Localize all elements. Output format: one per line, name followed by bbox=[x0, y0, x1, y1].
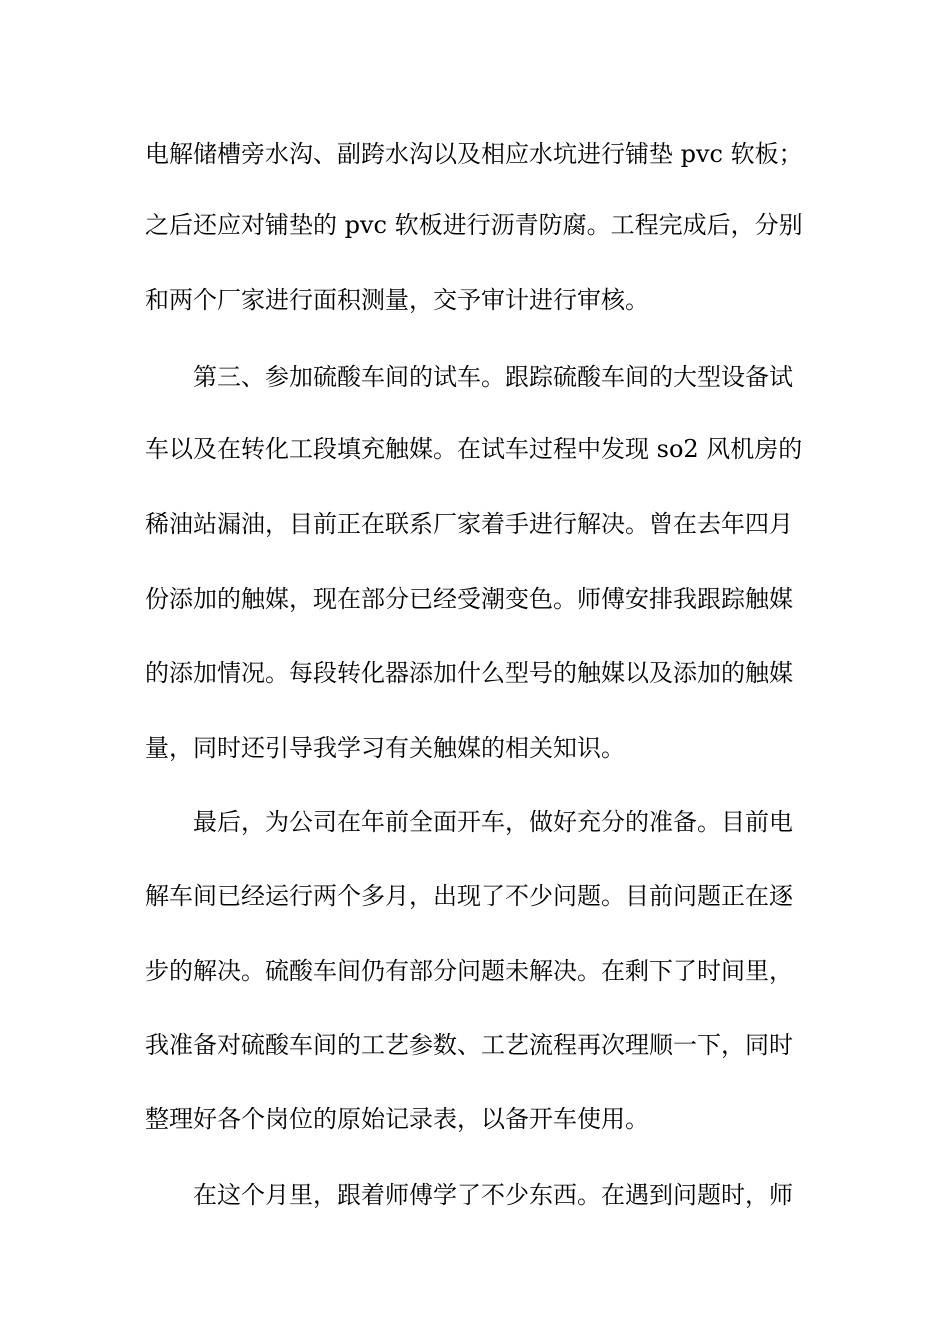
paragraph-start-line: 最后，为公司在年前全面开车，做好充分的准备。目前电 bbox=[193, 808, 793, 836]
text-line: 的添加情况。每段转化器添加什么型号的触媒以及添加的触媒 bbox=[145, 659, 793, 687]
paragraph-start-line: 在这个月里，跟着师傅学了不少东西。在遇到问题时，师 bbox=[193, 1181, 793, 1209]
text-line: 电解储槽旁水沟、副跨水沟以及相应水坑进行铺垫 pvc 软板； bbox=[145, 140, 803, 168]
text-line: 稀油站漏油，目前正在联系厂家着手进行解决。曾在去年四月 bbox=[145, 510, 793, 538]
text-line: 之后还应对铺垫的 pvc 软板进行沥青防腐。工程完成后，分别 bbox=[145, 211, 803, 239]
text-line: 解车间已经运行两个多月，出现了不少问题。目前问题正在逐 bbox=[145, 882, 793, 910]
text-line: 份添加的触媒，现在部分已经受潮变色。师傅安排我跟踪触媒 bbox=[145, 585, 793, 613]
text-line: 和两个厂家进行面积测量，交予审计进行审核。 bbox=[145, 286, 649, 314]
text-line: 步的解决。硫酸车间仍有部分问题未解决。在剩下了时间里， bbox=[145, 957, 793, 985]
text-line: 车以及在转化工段填充触媒。在试车过程中发现 so2 风机房的 bbox=[145, 435, 803, 463]
text-line: 我准备对硫酸车间的工艺参数、工艺流程再次理顺一下，同时 bbox=[145, 1031, 793, 1059]
text-line: 量，同时还引导我学习有关触媒的相关知识。 bbox=[145, 734, 625, 762]
paragraph-start-line: 第三、参加硫酸车间的试车。跟踪硫酸车间的大型设备试 bbox=[193, 363, 793, 391]
text-line: 整理好各个岗位的原始记录表，以备开车使用。 bbox=[145, 1105, 649, 1133]
